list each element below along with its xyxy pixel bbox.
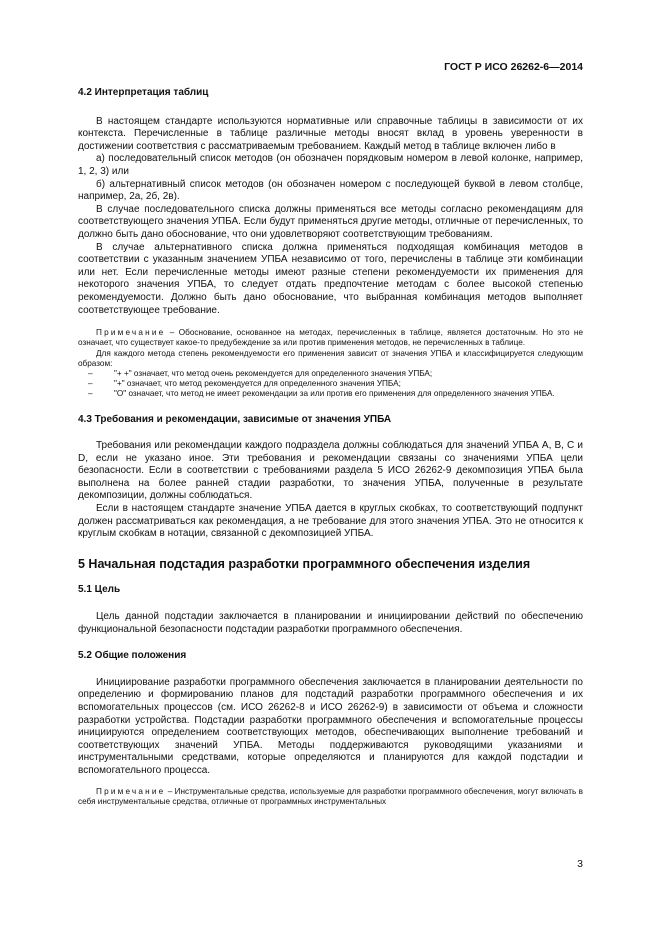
page-content	[78, 84, 583, 807]
section-4-3-title: 4.3 Требования и рекомендации, зависимые от значения УПБА	[78, 413, 392, 425]
s52-paragraph: Инициирование разработки программного обеспечения заключается в планировании деятельности по определению и формированию планов для подстадий разработки программного обеспечения и их вспомогательных процессов (см. ИСО 26262-8 и ИСО 26262-9) в зависимости от объема и сложности разработки устройства. Подстадии разработки программного обеспечения и вспомогательные процессы инициируются определением соответствующих методов, обеспечивающих выполнение требований и соответствующих значений УПБА. Методы поддерживаются руководящими указаниями и инструментальными средствами, которые определяются и планируются для каждой подстадии и вспомогательного процесса.	[78, 676, 583, 776]
note-text: – Инструментальные средства, используемые для разработки программного обеспечения, могут включать в себя инструментальные средства, отличные от программных инструментальных	[78, 786, 583, 806]
s42-paragraph-3: б) альтернативный список методов (он обозначен номером с последующей буквой в левом столбце, например, 2а, 2б, 2в).	[78, 178, 583, 203]
list-item-text: "+" означает, что метод рекомендуется для определенного значения УПБА;	[114, 379, 401, 389]
s42-paragraph-4: В случае последовательного списка должны применяться все методы согласно рекомендациям для соответствующего значения УПБА. Если будут применяться другие методы, отличные от перечисленных, то должно быть дано обоснование, что они удовлетворяют соответствующим требованиям.	[78, 203, 583, 240]
s42-paragraph-1: В настоящем стандарте используются нормативные или справочные таблицы в зависимости от их контекста. Перечисленные в таблице различные методы вносят вклад в уровень уверенности в достижении соответствия с рассматриваемым требованием. Каждый метод в таблице включен либо в	[78, 115, 583, 152]
list-item-text: "О" означает, что метод не имеет рекомендации за или против его применения для определенного значения УПБА.	[114, 389, 555, 399]
standard-header: ГОСТ Р ИСО 26262-6—2014	[444, 61, 583, 73]
s42-paragraph-2: а) последовательный список методов (он обозначен порядковым номером в левой колонке, например, 1, 2, 3) или	[78, 153, 583, 177]
list-dash: –	[88, 368, 93, 378]
list-item	[78, 369, 583, 379]
section-4-2-title: 4.2 Интерпретация таблиц	[78, 87, 209, 98]
s42-note-2: Для каждого метода степень рекомендуемости его применения зависит от значения УПБА и классифицируется следующим образом:	[78, 348, 583, 368]
list-dash: –	[88, 379, 93, 389]
note-label: Примечание	[96, 786, 166, 796]
s51-paragraph: Цель данной подстадии заключается в планировании и инициировании действий по обеспечению функциональной безопасности подстадии разработки программного обеспечения.	[78, 611, 583, 635]
list-item-text: "+ +" означает, что метод очень рекомендуется для определенного значения УПБА;	[114, 368, 433, 378]
note-label: Примечание	[96, 328, 166, 338]
list-item	[78, 389, 583, 399]
note-text: – Обоснование, основанное на методах, перечисленных в таблице, является достаточным. Но это не означает, что существует какое-то предубеждение за или против применения методов, не перечисленных в таблице.	[78, 328, 583, 348]
s43-paragraph-1: Требования или рекомендации каждого подраздела должны соблюдаться для значений УПБА А, В, С и D, если не указано иное. Эти требования и рекомендации связаны со значениями УПБА цели безопасности. Если в соответствии с требованиями раздела 5 ИСО 26262-9 декомпозиция УПБА была выполнена на более ранней стадии разработки, то значения УПБА, полученные в результате декомпозиции, должны соблюдаться.	[78, 440, 583, 502]
s42-paragraph-5: В случае альтернативного списка должна применяться подходящая комбинация методов в соответствии с указанным значением УПБА независимо от того, перечислены в таблице эти комбинации или нет. Если перечисленные методы имеют разные степени рекомендуемости их применения для некоторого значения УПБА, то следует отдать предпочтение методам с более высокой степенью рекомендуемости. Должно быть дано обоснование, что выбранная комбинация методов выполняет соответствующее требование.	[78, 241, 583, 316]
list-dash: –	[88, 389, 93, 399]
list-item	[78, 379, 583, 389]
section-5-2-title: 5.2 Общие положения	[78, 650, 187, 662]
s43-paragraph-2: Если в настоящем стандарте значение УПБА дается в круглых скобках, то соответствующий подпункт должен рассматриваться как рекомендация, а не требование для этого значения УПБА. Это не относится к круглым скобкам в нотации, связанной с декомпозицией УПБА.	[78, 503, 583, 540]
section-5-title: 5 Начальная подстадия разработки программного обеспечения изделия	[78, 556, 531, 571]
section-5-1-title: 5.1 Цель	[78, 584, 121, 596]
s42-note	[78, 328, 583, 348]
page-number: 3	[577, 858, 583, 870]
s52-note	[78, 787, 583, 807]
